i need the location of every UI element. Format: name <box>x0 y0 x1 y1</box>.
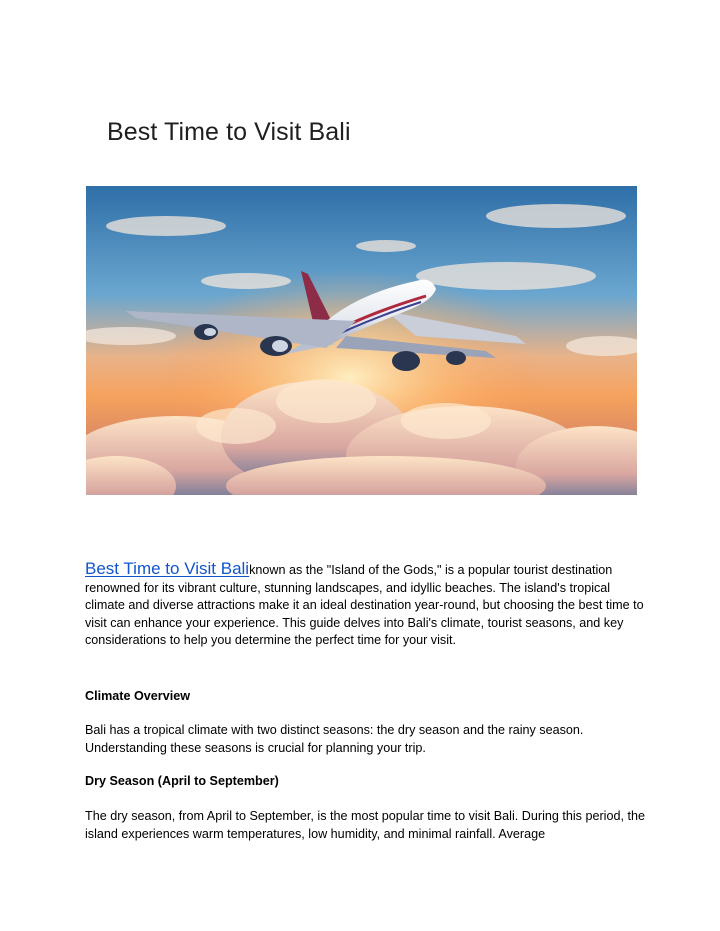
airplane-sunset-illustration <box>86 186 637 495</box>
intro-paragraph <box>85 560 645 650</box>
best-time-link[interactable] <box>85 559 249 578</box>
intro-text-first: known as the "Island of the Gods," is a popular tourist <box>249 563 548 577</box>
section-heading-climate: Climate Overview <box>85 689 190 703</box>
intro-text-rest: destination renowned for its vibrant culture, stunning landscapes, and idyllic beaches. The island's tropical climate and diverse attractions make it an ideal destination year-round, but choosing the best time to visit can enhance your experience. This guide delves into Bali's climate, tourist seasons, and key considerations to help you determine the perfect time for your visit. <box>85 563 644 648</box>
document-title: Best Time to Visit Bali <box>107 118 351 146</box>
hero-image <box>86 186 637 495</box>
section-text-dry-season: The dry season, from April to September, is the most popular time to visit Bali. During this period, the island experiences warm temperatures, low humidity, and minimal rainfall. Average <box>85 809 645 841</box>
section-heading-dry-season: Dry Season (April to September) <box>85 774 279 788</box>
section-text-climate: Bali has a tropical climate with two distinct seasons: the dry season and the rainy season. Understanding these seasons is crucial for planning your trip. <box>85 723 584 755</box>
link-text: Best Time to Visit Bali <box>85 559 250 578</box>
